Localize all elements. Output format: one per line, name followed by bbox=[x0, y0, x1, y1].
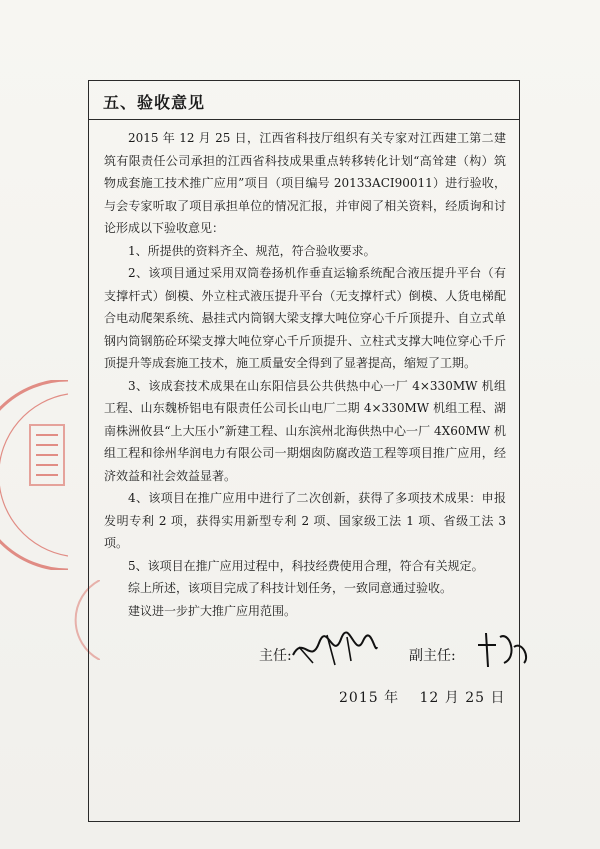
opinion-item-5: 5、该项目在推广应用过程中，科技经费使用合理，符合有关规定。 bbox=[128, 558, 484, 573]
recommendation-paragraph: 建议进一步扩大推广应用范围。 bbox=[128, 603, 297, 618]
acceptance-opinion-box bbox=[88, 80, 520, 822]
opinion-item-1: 1、所提供的资料齐全、规范，符合验收要求。 bbox=[128, 243, 376, 258]
signature-row bbox=[259, 625, 519, 675]
signing-date: 2015 年 12 月 25 日 bbox=[339, 690, 506, 706]
opinion-body bbox=[104, 127, 506, 622]
chair-handwritten-signature bbox=[289, 625, 379, 671]
opinion-item-4: 4、该项目在推广应用中进行了二次创新，获得了多项技术成果：申报发明专利 2 项，获得实用新型专利 2 项、国家级工法 1 项、省级工法 3 项。 bbox=[104, 491, 506, 550]
opinion-item-3: 3、该成套技术成果在山东阳信县公共供热中心一厂 4×330MW 机组工程、山东魏桥铝电有限责任公司长山电厂二期 4×330MW 机组工程、湖南株洲攸县“上大压小”新建工程、山东滨州北海供热中心一厂 4X60MW 机组工程和徐州华润电力有限公司一期烟囱防腐改造工程等项目推广应用，经济效益和社会效益显著。 bbox=[104, 378, 506, 483]
chair-label: 主任: bbox=[259, 648, 292, 664]
section-title: 五、验收意见 bbox=[103, 93, 206, 112]
vice-chair-handwritten-signature bbox=[474, 627, 534, 671]
intro-paragraph: 2015 年 12 月 25 日，江西省科技厅组织有关专家对江西建工第二建筑有限责任公司承担的江西省科技成果重点转移转化计划“高耸建（构）筑物成套施工技术推广应用”项目（项目编号 20133ACI90011）进行验收，与会专家听取了项目承担单位的情况汇报，并审阅了相关资料，经质询和讨论形成以下验收意见： bbox=[104, 131, 506, 235]
vice-chair-label: 副主任: bbox=[409, 648, 456, 664]
opinion-item-2: 2、该项目通过采用双筒卷扬机作垂直运输系统配合液压提升平台（有支撑杆式）倒模、外立柱式液压提升平台（无支撑杆式）倒模、人货电梯配合电动爬架系统、悬挂式内筒钢大梁支撑大吨位穿心千斤顶提升、自立式单钢内筒钢筋砼环梁支撑大吨位穿心千斤顶提升、立柱式支撑大吨位穿心千斤顶提升等成套施工技术，施工质量安全得到了显著提高，缩短了工期。 bbox=[104, 266, 506, 370]
section-header-row bbox=[89, 81, 519, 120]
summary-paragraph: 综上所述，该项目完成了科技计划任务，一致同意通过验收。 bbox=[128, 581, 453, 595]
official-seal-stamp bbox=[0, 380, 68, 570]
